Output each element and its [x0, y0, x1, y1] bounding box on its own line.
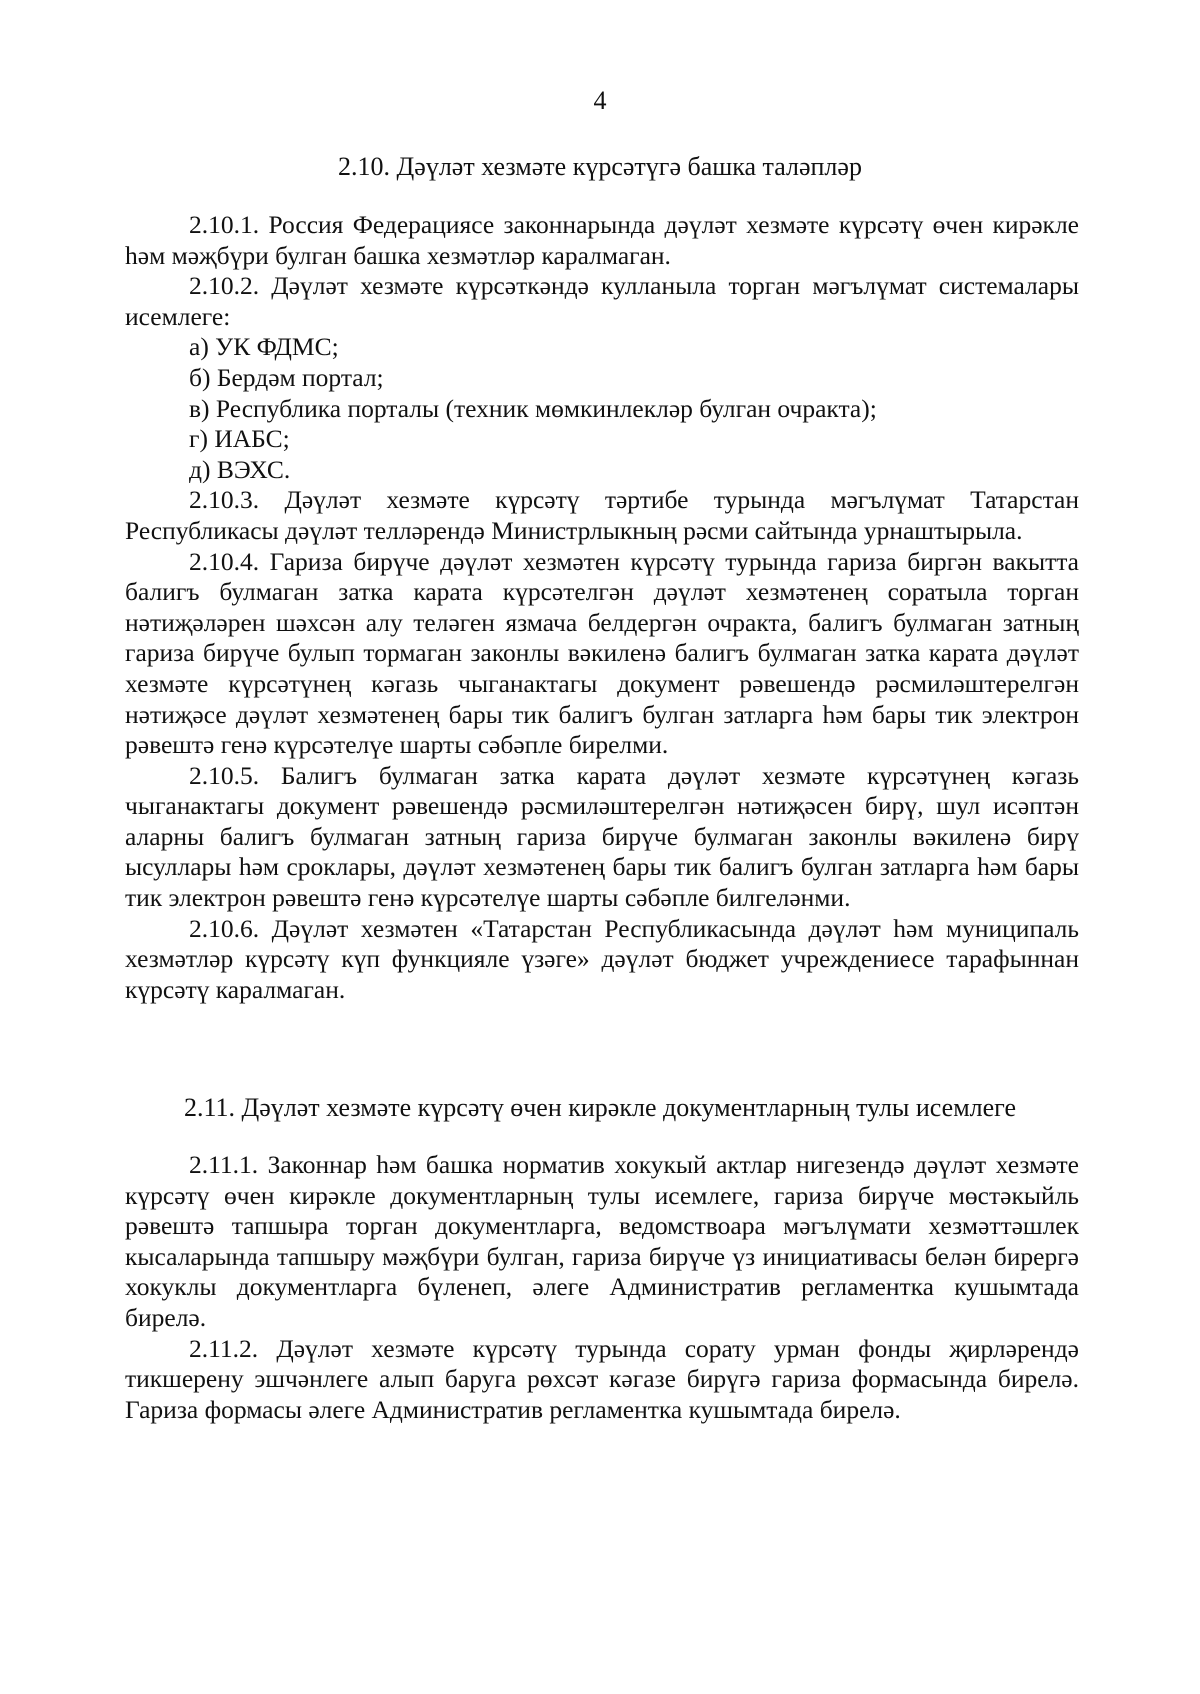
section-heading-2-10: 2.10. Дәүләт хезмәте күрсәтүгә башка таләпләр: [338, 152, 862, 181]
list-item-b: б) Бердәм портал;: [189, 362, 384, 392]
paragraph-2-10-3: 2.10.3. Дәүләт хезмәте күрсәтү тәртибе турында мәгълүмат Татарстан Республикасы дәүләт телләрендә Министрлыкның рәсми сайтында урнаштырыла.: [125, 485, 1079, 545]
list-item-a: а) УК ФДМС;: [189, 332, 339, 362]
page-number: 4: [593, 86, 607, 115]
list-item-d: д) ВЭХС.: [189, 454, 291, 484]
paragraph-2-11-2: 2.11.2. Дәүләт хезмәте күрсәтү турында сорату урман фонды җирләрендә тикшерену эшчәнлеге алып баруга рөхсәт кәгазе бирүгә гариза формасында бирелә. Гариза формасы әлеге Административ регламентка кушымтада бирелә.: [125, 1333, 1079, 1424]
list-item-g: г) ИАБС;: [189, 424, 290, 454]
paragraph-2-10-4: 2.10.4. Гариза бирүче дәүләт хезмәтен күрсәтү турында гариза биргән вакытта балигъ булмаган затка карата күрсәтелгән дәүләт хезмәтенең соратыла торган нәтиҗәләрен шәхсән алу теләген язмача белдергән очракта, балигъ булмаган затның гариза бирүче булып тормаган законлы вәкиленә балигъ булмаган затка карата дәүләт хезмәте күрсәтүнең кәгазь чыганактагы документ рәвешендә рәсмиләштерелгән нәтиҗәсе дәүләт хезмәтенең бары тик балигъ булган затларга һәм бары тик электрон рәвештә генә күрсәтелүе шарты сәбәпле бирелми.: [125, 546, 1079, 760]
section-heading-2-11: 2.11. Дәүләт хезмәте күрсәтү өчен кирәкле документларның тулы исемлеге: [183, 1093, 1017, 1122]
list-item-v: в) Республика порталы (техник мөмкинлекләр булган очракта);: [189, 393, 877, 423]
section-2-11-body: [125, 1150, 1079, 1425]
paragraph-2-11-1: 2.11.1. Законнар һәм башка норматив хокукый актлар нигезендә дәүләт хезмәте күрсәтү өчен кирәкле документларның тулы исемлеге, гариза бирүче мөстәкыйль рәвештә тапшыра торган документларга, ведомствоара мәгълүмати хезмәттәшлек кысаларында тапшыру мәҗбүри булган, гариза бирүче үз инициативасы белән бирергә хокуклы документларга бүленеп, әлеге Административ регламентка кушымтада бирелә.: [125, 1150, 1079, 1332]
paragraph-2-10-1: 2.10.1. Россия Федерациясе законнарында дәүләт хезмәте күрсәтү өчен кирәкле һәм мәҗбүри булган башка хезмәтләр каралмаган.: [125, 210, 1079, 270]
paragraph-2-10-5: 2.10.5. Балигъ булмаган затка карата дәүләт хезмәте күрсәтүнең кәгазь чыганактагы документ рәвешендә рәсмиләштерелгән нәтиҗәсен бирү, шул исәптән аларны балигъ булмаган затның гариза бирүче булмаган законлы вәкиленә бирү ысуллары һәм сроклары, дәүләт хезмәтенең бары тик балигъ булган затларга һәм бары тик электрон рәвештә генә күрсәтелүе шарты сәбәпле билгеләнми.: [125, 760, 1079, 913]
section-2-10-body: [125, 210, 1079, 1005]
paragraph-2-10-2: 2.10.2. Дәүләт хезмәте күрсәткәндә кулланыла торган мәгълүмат системалары исемлеге:: [125, 271, 1079, 331]
paragraph-2-10-6: 2.10.6. Дәүләт хезмәтен «Татарстан Республикасында дәүләт һәм муниципаль хезмәтләр күрсәтү күп функцияле үзәге» дәүләт бюджет учреждениесе тарафыннан күрсәтү каралмаган.: [125, 913, 1079, 1004]
